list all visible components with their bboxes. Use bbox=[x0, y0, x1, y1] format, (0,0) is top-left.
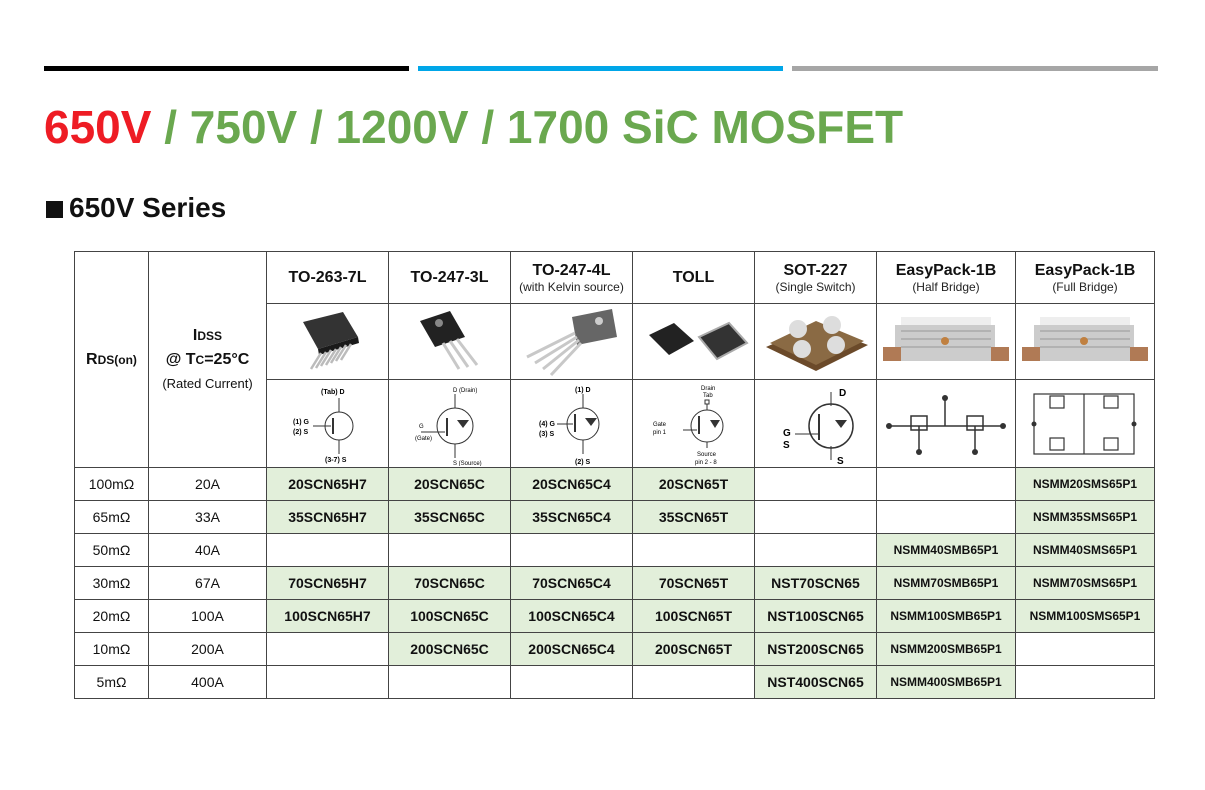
svg-text:(3-7) S: (3-7) S bbox=[324, 456, 346, 464]
rds-value: 100mΩ bbox=[75, 468, 149, 501]
idss-value: 67A bbox=[149, 567, 267, 600]
svg-text:Tab: Tab bbox=[702, 392, 713, 399]
svg-text:Gate: Gate bbox=[652, 421, 666, 428]
toll-schematic bbox=[633, 380, 755, 468]
part-number-cell: 20SCN65H7 bbox=[267, 468, 389, 501]
sot227-photo bbox=[755, 304, 877, 380]
part-number-cell: 70SCN65T bbox=[633, 567, 755, 600]
sot227-schematic bbox=[755, 380, 877, 468]
top-bar-blue bbox=[418, 66, 783, 71]
table-row bbox=[75, 534, 1155, 567]
package-easypack-half: EasyPack-1B (Half Bridge) bbox=[877, 252, 1016, 304]
svg-text:S: S bbox=[836, 455, 844, 466]
idss-value: 200A bbox=[149, 633, 267, 666]
to247-4l-photo bbox=[511, 304, 633, 380]
part-number-cell bbox=[755, 534, 877, 567]
svg-text:G: G bbox=[782, 427, 791, 439]
easypack-half-photo bbox=[877, 304, 1016, 380]
part-number-cell bbox=[389, 666, 511, 699]
svg-text:G: G bbox=[418, 423, 424, 430]
svg-text:(3) S: (3) S bbox=[538, 430, 554, 438]
package-sot227: SOT-227 (Single Switch) bbox=[755, 252, 877, 304]
title-650v: 650V bbox=[44, 101, 152, 153]
to247-4l-schematic bbox=[511, 380, 633, 468]
square-bullet-icon bbox=[46, 201, 63, 218]
idss-value: 400A bbox=[149, 666, 267, 699]
toll-photo bbox=[633, 304, 755, 380]
part-number-cell: 20SCN65C4 bbox=[511, 468, 633, 501]
part-number-cell bbox=[755, 501, 877, 534]
part-number-cell bbox=[633, 666, 755, 699]
top-bar-gray bbox=[792, 66, 1158, 71]
svg-text:S (Source): S (Source) bbox=[452, 460, 482, 466]
part-number-cell: NST70SCN65 bbox=[755, 567, 877, 600]
package-name-row bbox=[75, 252, 1155, 304]
part-number-cell: 100SCN65T bbox=[633, 600, 755, 633]
part-number-cell: 100SCN65C bbox=[389, 600, 511, 633]
part-number-cell: 20SCN65T bbox=[633, 468, 755, 501]
part-number-cell: 70SCN65C4 bbox=[511, 567, 633, 600]
part-number-cell: NSMM40SMB65P1 bbox=[877, 534, 1016, 567]
table-row bbox=[75, 501, 1155, 534]
svg-text:D: D bbox=[838, 387, 846, 399]
svg-text:(1) D: (1) D bbox=[574, 386, 591, 394]
easypack-half-schematic bbox=[877, 380, 1016, 468]
part-number-cell: NSMM35SMS65P1 bbox=[1016, 501, 1155, 534]
part-number-cell: 200SCN65C4 bbox=[511, 633, 633, 666]
part-number-cell: NSMM100SMB65P1 bbox=[877, 600, 1016, 633]
svg-text:(Tab) D: (Tab) D bbox=[320, 388, 345, 396]
rds-value: 20mΩ bbox=[75, 600, 149, 633]
part-number-cell bbox=[633, 534, 755, 567]
rds-value: 50mΩ bbox=[75, 534, 149, 567]
part-number-cell: 35SCN65C4 bbox=[511, 501, 633, 534]
part-number-cell: NST200SCN65 bbox=[755, 633, 877, 666]
part-number-cell bbox=[511, 534, 633, 567]
to263-schematic bbox=[267, 380, 389, 468]
part-number-cell bbox=[267, 534, 389, 567]
svg-text:(Gate): (Gate) bbox=[414, 435, 432, 442]
easypack-full-photo bbox=[1016, 304, 1155, 380]
part-number-cell bbox=[755, 468, 877, 501]
part-number-cell: 35SCN65C bbox=[389, 501, 511, 534]
part-number-cell: NSMM400SMB65P1 bbox=[877, 666, 1016, 699]
part-number-cell: 20SCN65C bbox=[389, 468, 511, 501]
svg-text:(2) S: (2) S bbox=[574, 458, 590, 466]
svg-text:Source: Source bbox=[696, 451, 716, 458]
idss-value: 33A bbox=[149, 501, 267, 534]
part-number-cell: NSMM20SMS65P1 bbox=[1016, 468, 1155, 501]
svg-text:S: S bbox=[782, 439, 790, 451]
part-number-cell bbox=[877, 501, 1016, 534]
to247-3l-schematic bbox=[389, 380, 511, 468]
part-number-cell: 70SCN65C bbox=[389, 567, 511, 600]
part-number-cell bbox=[267, 666, 389, 699]
rds-value: 5mΩ bbox=[75, 666, 149, 699]
part-number-cell: NSMM70SMB65P1 bbox=[877, 567, 1016, 600]
package-easypack-full: EasyPack-1B (Full Bridge) bbox=[1016, 252, 1155, 304]
package-to247-3l: TO-247-3L bbox=[389, 252, 511, 304]
part-number-cell: 200SCN65C bbox=[389, 633, 511, 666]
rds-value: 10mΩ bbox=[75, 633, 149, 666]
table-row bbox=[75, 633, 1155, 666]
to247-3l-photo bbox=[389, 304, 511, 380]
table-row bbox=[75, 600, 1155, 633]
idss-header: IDSS @ TC=25°C (Rated Current) bbox=[149, 252, 267, 468]
part-number-cell: 35SCN65H7 bbox=[267, 501, 389, 534]
part-number-cell: NST100SCN65 bbox=[755, 600, 877, 633]
section-heading bbox=[46, 192, 226, 224]
svg-text:pin 1: pin 1 bbox=[652, 429, 666, 436]
svg-text:Drain: Drain bbox=[700, 385, 715, 392]
rds-value: 30mΩ bbox=[75, 567, 149, 600]
part-number-cell bbox=[511, 666, 633, 699]
part-number-cell bbox=[877, 468, 1016, 501]
product-table bbox=[74, 251, 1155, 699]
part-number-cell: NST400SCN65 bbox=[755, 666, 877, 699]
part-number-cell: 70SCN65H7 bbox=[267, 567, 389, 600]
part-number-cell: 100SCN65H7 bbox=[267, 600, 389, 633]
part-number-cell bbox=[1016, 666, 1155, 699]
part-number-cell bbox=[267, 633, 389, 666]
idss-value: 100A bbox=[149, 600, 267, 633]
package-to263-7l: TO-263-7L bbox=[267, 252, 389, 304]
part-number-cell: 200SCN65T bbox=[633, 633, 755, 666]
idss-value: 20A bbox=[149, 468, 267, 501]
part-number-cell bbox=[1016, 633, 1155, 666]
idss-value: 40A bbox=[149, 534, 267, 567]
package-toll: TOLL bbox=[633, 252, 755, 304]
part-number-cell: NSMM40SMS65P1 bbox=[1016, 534, 1155, 567]
table-row bbox=[75, 666, 1155, 699]
table-row bbox=[75, 567, 1155, 600]
table-row bbox=[75, 468, 1155, 501]
page-title bbox=[44, 100, 903, 154]
to263-photo bbox=[267, 304, 389, 380]
easypack-full-schematic bbox=[1016, 380, 1155, 468]
svg-text:(1) G: (1) G bbox=[292, 418, 309, 426]
title-rest: / 750V / 1200V / 1700 SiC MOSFET bbox=[151, 101, 904, 153]
part-number-cell: NSMM200SMB65P1 bbox=[877, 633, 1016, 666]
svg-text:(4) G: (4) G bbox=[538, 420, 555, 428]
svg-text:D (Drain): D (Drain) bbox=[452, 387, 477, 394]
part-number-cell: 35SCN65T bbox=[633, 501, 755, 534]
rds-value: 65mΩ bbox=[75, 501, 149, 534]
top-bar-black bbox=[44, 66, 409, 71]
package-to247-4l: TO-247-4L (with Kelvin source) bbox=[511, 252, 633, 304]
part-number-cell: NSMM70SMS65P1 bbox=[1016, 567, 1155, 600]
section-title: 650V Series bbox=[69, 192, 227, 223]
rds-header: RDS(on) bbox=[75, 252, 149, 468]
part-number-cell bbox=[389, 534, 511, 567]
svg-text:(2) S: (2) S bbox=[292, 428, 308, 436]
part-number-cell: NSMM100SMS65P1 bbox=[1016, 600, 1155, 633]
part-number-cell: 100SCN65C4 bbox=[511, 600, 633, 633]
svg-text:pin 2 - 8: pin 2 - 8 bbox=[694, 459, 717, 466]
